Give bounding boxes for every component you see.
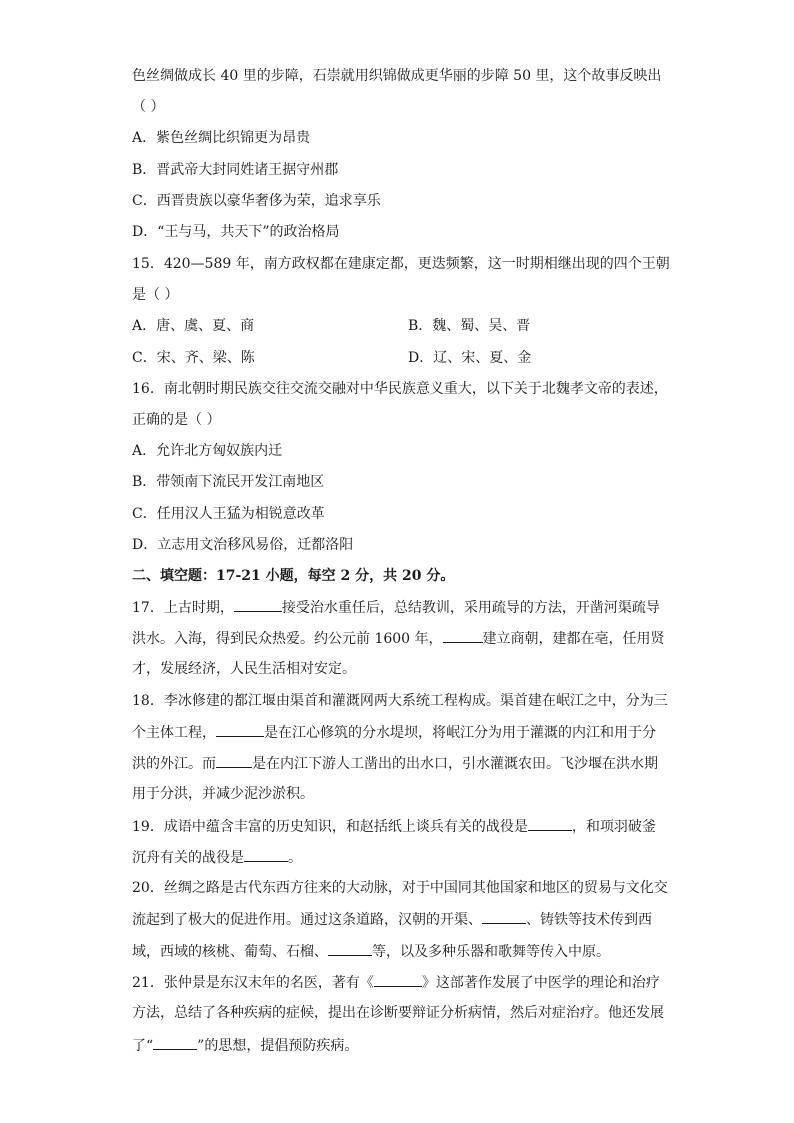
q18-blank-2[interactable]	[216, 753, 252, 768]
q19-text: 沉舟有关的战役是	[132, 850, 244, 866]
q14-option-c: C．西晋贵族以豪华奢侈为荣，追求享乐	[132, 193, 381, 209]
q17-line1	[132, 597, 660, 618]
q16-option-b: B．带领南下流民开发江南地区	[132, 474, 325, 490]
q21-line1	[132, 972, 660, 993]
q19-blank-1[interactable]	[528, 816, 572, 831]
q17-text: 17．上古时期，	[132, 600, 234, 616]
q17-line2	[132, 628, 665, 649]
q20-line1: 20．丝绸之路是古代东西方往来的大动脉，对于中国同其他国家和地区的贸易与文化交	[132, 880, 668, 896]
q21-text: 21．张仲景是东汉末年的名医，著有《	[132, 975, 374, 991]
q20-text: 流起到了极大的促进作用。通过这条道路，汉朝的开渠、	[132, 912, 482, 928]
q18-text: 洪的外江。而	[132, 756, 216, 772]
q20-blank-2[interactable]	[328, 941, 372, 956]
q15-option-d: D．辽、宋、夏、金	[408, 350, 532, 366]
q18-line3	[132, 753, 658, 774]
q15-stem-line1: 15．420—589 年，南方政权都在建康定都，更迭频繁，这一时期相继出现的四个王朝	[132, 256, 670, 272]
q14-stem-line: 色丝绸做成长 40 里的步障，石崇就用织锦做成更华丽的步障 50 里，这个故事反映出	[132, 68, 662, 84]
q20-text: 等，以及多种乐器和歌舞等传入中原。	[372, 944, 610, 960]
q15-option-c: C．宋、齐、梁、陈	[132, 350, 255, 366]
q19-text: 19．成语中蕴含丰富的历史知识，和赵括纸上谈兵有关的战役是	[132, 819, 528, 835]
q19-blank-2[interactable]	[244, 847, 288, 862]
q18-line4: 用于分洪，并减少泥沙淤积。	[132, 786, 314, 802]
section-heading-fill-blank: 二、填空题：17-21 小题，每空 2 分，共 20 分。	[132, 568, 455, 584]
q20-line3	[132, 941, 610, 962]
q17-text: 建立商朝，建都在亳，任用贤	[482, 631, 665, 647]
q15-stem-line2: 是（ ）	[132, 287, 179, 303]
q17-text: 洪水。入海，得到民众热爱。约公元前 1600 年，	[132, 631, 443, 647]
q17-line3: 才，发展经济，人民生活相对安定。	[132, 661, 356, 677]
q14-answer-paren: （ ）	[132, 99, 165, 115]
q21-blank-2[interactable]	[153, 1035, 197, 1050]
q18-text: 是在内江下游人工凿出的出水口，引水灌溉农田。飞沙堰在洪水期	[252, 756, 658, 772]
q17-text: 接受治水重任后，总结教训，采用疏导的方法，开凿河渠疏导	[281, 600, 660, 616]
q21-line3	[132, 1035, 358, 1056]
q21-line2: 方法，总结了各种疾病的症候，提出在诊断要辩证分析病情，然后对症治疗。他还发展	[132, 1005, 664, 1021]
q18-blank-1[interactable]	[216, 722, 264, 737]
q16-option-d: D．立志用文治移风易俗，迁都洛阳	[132, 537, 354, 553]
q15-option-a: A．唐、虞、夏、商	[132, 318, 255, 334]
q16-stem-line1: 16．南北朝时期民族交往交流交融对中华民族意义重大，以下关于北魏孝文帝的表述，	[132, 381, 668, 397]
q17-blank-2[interactable]	[443, 628, 483, 643]
q14-option-a: A．紫色丝绸比织锦更为昂贵	[132, 130, 311, 146]
q19-text: ，和项羽破釜	[571, 819, 656, 835]
q18-line2	[132, 722, 656, 743]
q14-option-d: D．“王与马，共天下”的政治格局	[132, 224, 340, 240]
q19-line2	[132, 847, 302, 868]
q21-text: ”的思想，提倡预防疾病。	[197, 1038, 359, 1054]
q21-text: 了“	[132, 1038, 154, 1054]
q20-text: 、铸铁等技术传到西	[526, 912, 652, 928]
q18-text: 是在江心修筑的分水堤坝，将岷江分为用于灌溉的内江和用于分	[264, 725, 656, 741]
q20-blank-1[interactable]	[482, 909, 526, 924]
q21-text: 》这部著作发展了中医学的理论和治疗	[421, 975, 660, 991]
q16-stem-line2: 正确的是（ ）	[132, 412, 221, 428]
q16-option-a: A．允许北方匈奴族内迁	[132, 443, 283, 459]
q18-text: 个主体工程，	[132, 725, 216, 741]
q21-blank-1[interactable]	[374, 972, 422, 987]
q20-line2	[132, 909, 652, 930]
q20-text: 域，西域的核桃、葡萄、石榴、	[132, 944, 328, 960]
q15-option-b: B．魏、蜀、吴、晋	[408, 318, 531, 334]
q18-line1: 18．李冰修建的都江堰由渠首和灌溉网两大系统工程构成。渠首建在岷江之中，分为三	[132, 693, 668, 709]
q19-line1	[132, 816, 656, 837]
q16-option-c: C．任用汉人王猛为相锐意改革	[132, 506, 325, 522]
q17-blank-1[interactable]	[234, 597, 282, 612]
q14-option-b: B．晋武帝大封同姓诸王据守州郡	[132, 162, 339, 178]
q19-text: 。	[288, 850, 302, 866]
